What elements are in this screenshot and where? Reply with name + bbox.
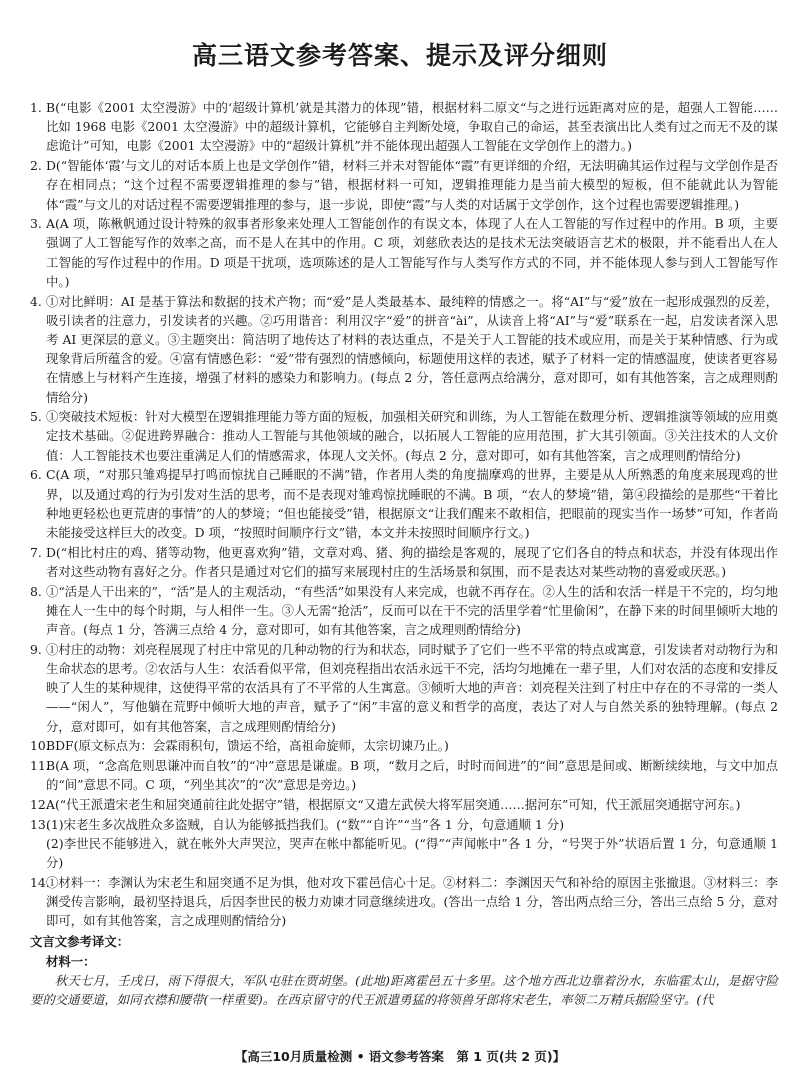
answer-item-2 [30, 156, 778, 214]
answer-text: C(A 项，“对那只雏鸡提早打鸣而惊扰自己睡眠的不满”错，作者用人类的角度揣摩鸡的世界，主要是从人所熟悉的角度来展现鸡的世界，以及通过鸡的行为引发对生活的思考，而不是表现对雏鸡惊扰睡眠的不满。B 项，“农人的梦境”错，第④段描绘的是那些“干着比种地更轻松也更荒唐的事情”的人的梦境；“但也能接受”错，根据原文“让我们醒来不敢相信，把眼前的现实当作一场梦”可知，作者尚未能接受这样巨大的改变。D 项，“按照时间顺序行文”错，本文并未按照时间顺序行文。) [46, 467, 778, 540]
answer-item-5 [30, 407, 778, 465]
translation-text: 秋天七月，壬戌日，雨下得很大，军队屯驻在贾胡堡。(此地)距离霍邑五十多里。这个地方西北边靠着汾水，东临霍太山，是据守险要的交通要道，如同衣襟和腰带(一样重要)。在西京留守的代王派遣勇猛的将领兽牙郎将宋老生，率领二万精兵据险坚守。(代 [30, 973, 778, 1008]
answer-text: ①“活是人干出来的”，“活”是人的主观活动，“有些活”如果没有人来完成，也就不再存在。②人生的活和农活一样是干不完的，均匀地摊在人一生中的每个时期，与人相伴一生。③人无需“抢活”，反而可以在干不完的活里学着“忙里偷闲”，在静下来的时间里倾听大地的声音。(每点 1 分，答满三点给 4 分，意对即可，如有其他答案，言之成理则酌情给分) [46, 583, 778, 637]
answer-text: B(A 项，“念高危则思谦冲而自牧”的“冲”意思是谦虚。B 项，“数月之后，时时而间进”的“间”意思是间或、断断续续地，与文中加点的“间”意思不同。C 项，“列坐其次”的“次”意思是旁边。) [46, 757, 778, 793]
answer-text: D(“相比村庄的鸡、猪等动物，他更喜欢狗”错，文章对鸡、猪、狗的描绘是客观的，展现了它们各自的特点和状态，并没有体现出作者对这些动物有喜好之分。作者只是通过对它们的描写来展现村庄的生活场景和氛围，而不是表达对某些动物的喜爱或厌恶。) [46, 544, 778, 579]
answer-item-13 [30, 815, 778, 834]
answer-number: 11. [30, 757, 50, 773]
answer-number: 7. [30, 544, 42, 560]
answer-number: 8. [30, 583, 42, 599]
answer-item-6 [30, 465, 778, 542]
answer-text: B(“电影《2001 太空漫游》中的‘超级计算机’就是其潜力的体现”错，根据材料二原文“与之进行远距离对应的是，超强人工智能……比如 1968 电影《2001 太空漫游》中的超级计算机，它能够自主判断处境，争取自己的命运，甚至表演出比人类有过之而无不及的谋虑诡计”可知，电影《2001 太空漫游》中的“超级计算机”并不能体现出超强人工智能在文学创作上的潜力。) [46, 100, 778, 154]
answer-number: 9. [30, 641, 42, 657]
page-title: 高三语文参考答案、提示及评分细则 [191, 41, 608, 70]
answer-text: (1)宋老生多次战胜众多盗贼，自认为能够抵挡我们。(“数”“自许”“当”各 1 分，句意通顺 1 分) [46, 816, 565, 832]
answer-text: ①材料一：李渊认为宋老生和屈突通不足为惧，他对攻下霍邑信心十足。②材料二：李渊因天气和补给的原因主张撤退。③材料三：李渊受传言影响，最初坚持退兵，后因李世民的极力劝谏才同意继续进攻。(答出一点给 1 分，答出两点给三分，答出三点给 5 分，意对即可，如有其他答案，言之成理则酌情给分) [46, 874, 778, 929]
answer-number: 13. [30, 816, 50, 832]
answer-item-3 [30, 214, 778, 291]
answer-item-12 [30, 795, 778, 814]
answer-item-7 [30, 543, 778, 581]
answer-content [30, 98, 778, 1010]
answer-text: A(A 项，陈楸帆通过设计特殊的叙事者形象来处理人工智能创作的有误文本，体现了人在人工智能的写作过程中的作用。B 项，主要强调了人工智能写作的效率之高，而不是人在其中的作用。C 项，刘慈欣表达的是技术无法突破语言艺术的极限，并不能看出人在人工智能的写作过程中的作用。D 项是干扰项，选项陈述的是人工智能写作与人类写作方式的不同，并不能体现人参与到人工智能写作中。) [46, 216, 778, 289]
answer-number: 3. [30, 216, 42, 232]
answer-number: 5. [30, 409, 42, 425]
answer-item-1 [30, 98, 778, 156]
answer-number: 4. [30, 293, 42, 309]
answer-text: ①村庄的动物：刘亮程展现了村庄中常见的几种动物的行为和状态，同时赋予了它们一些不平常的特点或寓意，引发读者对动物行为和生命状态的思考。②农活与人生：农活看似平常，但刘亮程指出农活永远干不完，活均匀地摊在一辈子里，人们对农活的态度和安排反映了人生的某种规律，这使得平常的农活具有了不平常的人生寓意。③倾听大地的声音：刘亮程关注到了村庄中存在的不寻常的一类人——“闲人”，写他躺在荒野中倾听大地的声音，赋予了“闲”丰富的意义和哲学的高度，表达了对人与自然关系的独特理解。(每点 2 分，意对即可，如有其他答案，言之成理则酌情给分) [46, 641, 778, 734]
answer-text: A(“代王派遣宋老生和屈突通前往此处据守”错，根据原文“又遣左武侯大将军屈突通……据河东”可知，代王派屈突通据守河东。) [46, 796, 741, 812]
answer-text: D(“智能体‘霞’与文儿的对话本质上也是文学创作”错，材料三并未对智能体“霞”有更详细的介绍，无法明确其运作过程与文学创作是否存在相同点；“这个过程不需要逻辑推理的参与”错，根据材料一可知，逻辑推理能力是当前大模型的短板，但不能就此认为智能体“霞”与文儿的对话过程不需要逻辑推理的参与，退一步说，即使“霞”与人类的对话属于文学创作，这个过程也需要逻辑推理。) [46, 158, 778, 212]
answer-number: 10. [30, 738, 50, 754]
answer-item-9 [30, 640, 778, 736]
answer-item-8 [30, 582, 778, 640]
answer-item-10 [30, 736, 778, 755]
section-heading: 文言文参考译文： [30, 934, 130, 950]
answer-number: 2. [30, 158, 42, 174]
answer-item-13-part-2: (2)李世民不能够进入，就在帐外大声哭泣，哭声在帐中都能听见。(“得”“声闻帐中”各 1 分，“号哭于外”状语后置 1 分，句意通顺 1 分) [46, 836, 778, 871]
answer-number: 6. [30, 467, 42, 483]
answer-number: 12. [30, 796, 50, 812]
page-footer: 【高三10月质量检测 • 语文参考答案 第 1 页(共 2 页)】 [234, 1049, 566, 1064]
answer-text: ①突破技术短板：针对大模型在逻辑推理能力等方面的短板，加强相关研究和训练，为人工智能在数理分析、逻辑推演等领域的应用奠定技术基础。②促进跨界融合：推动人工智能与其他领域的融合，以拓展人工智能的应用范围，扩大其引领面。③关注技术的人文价值：人工智能技术也要注重满足人们的情感需求，体现人文关怀。(每点 2 分，意对即可，如有其他答案，言之成理则酌情给分) [46, 409, 778, 463]
answer-item-11 [30, 756, 778, 794]
answer-number: 14. [30, 874, 50, 890]
answer-item-4 [30, 292, 778, 407]
answer-text: BDF(原文标点为：会霖雨积旬，馈运不给，高祖命旋师，太宗切谏乃止。) [46, 738, 449, 754]
answer-text: ①对比鲜明：AI 是基于算法和数据的技术产物；而“爱”是人类最基本、最纯粹的情感之一。将“AI”与“爱”放在一起形成强烈的反差，吸引读者的注意力，引发读者的兴趣。②巧用谐音：利用汉字“爱”的拼音“ài”，从读音上将“AI”与“爱”联系在一起，启发读者深入思考 AI 更深层的意义。③主题突出：简洁明了地传达了材料的表达重点，不是关于人工智能的技术或应用，而是关于某种情感、行为或现象背后所蕴含的爱。④富有情感色彩：“爱”带有强烈的情感倾向，标题使用这样的表述，赋予了材料一定的情感温度，使读者更容易在情感上与材料产生连接，增强了材料的感染力和影响力。(每点 2 分，答任意两点给满分，意对即可，如有其他答案，言之成理则酌情给分) [46, 293, 778, 405]
answer-item-14 [30, 873, 778, 931]
answer-number: 1. [30, 100, 42, 115]
material-label: 材料一： [46, 954, 96, 970]
